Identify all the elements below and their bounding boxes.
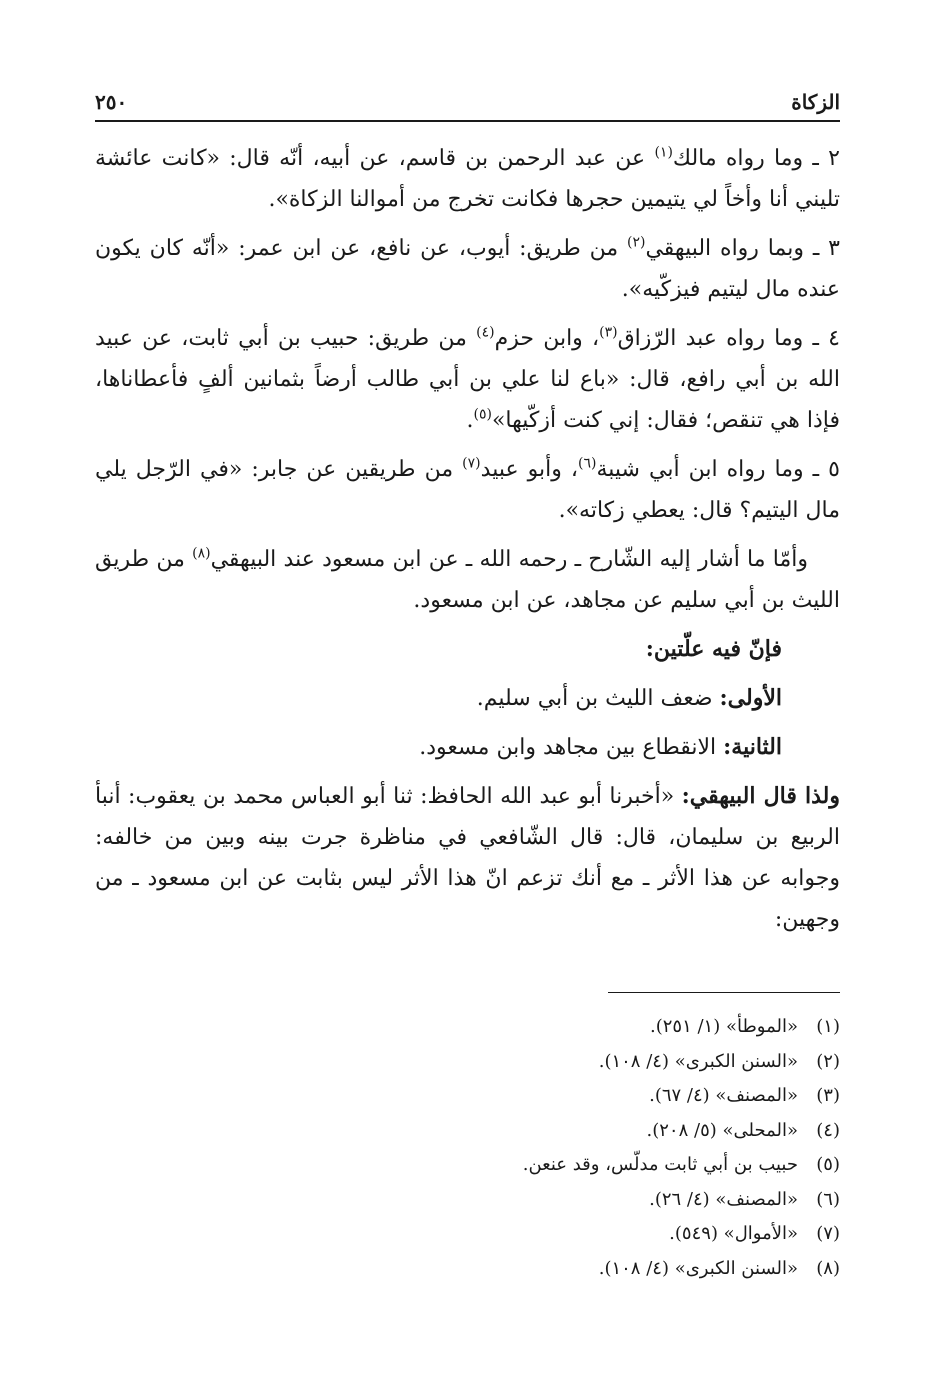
footnote-number: (٥)	[816, 1154, 840, 1175]
paragraph-6	[95, 539, 840, 621]
footnote-ref-6[interactable]: (٦)	[577, 455, 597, 472]
footnote-text: «المحلى» (٥/ ٢٠٨).	[646, 1119, 798, 1141]
text-run: الانقطاع بين مجاهد وابن مسعود.	[419, 735, 724, 760]
text-run: ، وأبو عبيد	[480, 457, 578, 482]
footnote-text: حبيب بن أبي ثابت مدلّس، وقد عنعن.	[522, 1154, 798, 1175]
footnote-number: (٢)	[816, 1050, 840, 1072]
footnote-text: «المصنف» (٤/ ٢٦).	[649, 1188, 798, 1210]
footnote-ref-5[interactable]: (٥)	[473, 406, 492, 423]
paragraph-5	[95, 449, 840, 531]
item-label: ولذا قال البيهقي:	[681, 783, 840, 809]
text-run: ٤ ـ وما رواه عبد الرّزاق	[617, 326, 840, 351]
text-run: ٣ ـ وبما رواه البيهقي	[645, 236, 840, 261]
footnote-item	[95, 1114, 840, 1149]
footnote-number: (٧)	[816, 1223, 840, 1244]
paragraph-10	[95, 776, 840, 940]
text-run: عن عبد الرحمن بن قاسم، عن أبيه، أنّه قال: «كانت عائشة تليني أنا وأخاً لي يتيمين حجرها فكانت تخرج من أموالنا الزكاة».	[95, 146, 840, 212]
paragraph-3	[95, 228, 840, 310]
text-run: من طريق: حبيب بن أبي ثابت، عن عبيد الله بن أبي رافع، قال: «باع لنا علي بن أبي طالب أرضاً بثمانين ألفٍ فأعطاناها، فإذا هي تنقص؛ فقال: إني كنت أزكّيها»	[95, 326, 840, 433]
footnote-item	[95, 1252, 840, 1287]
text-run: ، وابن حزم	[494, 326, 600, 351]
footnote-separator	[608, 992, 840, 993]
footnote-item	[95, 1183, 840, 1218]
text-run: ٥ ـ وما رواه ابن أبي شيبة	[596, 457, 840, 482]
footnote-item	[95, 1079, 840, 1114]
footnote-ref-2[interactable]: (٢)	[627, 234, 646, 251]
text-run: .	[466, 408, 474, 433]
text-run: ٢ ـ وما رواه مالك	[672, 146, 840, 171]
paragraph-7: فإنّ فيه علّتين:	[645, 636, 782, 662]
footnote-text: «السنن الكبرى» (٤/ ١٠٨).	[598, 1050, 798, 1072]
footnote-number: (٤)	[816, 1119, 840, 1141]
footnote-text: «الموطأ» (١/ ٢٥١).	[649, 1016, 798, 1037]
footnote-ref-3[interactable]: (٣)	[599, 324, 618, 341]
footnote-item	[95, 1148, 840, 1183]
text-run: «أخبرنا أبو عبد الله الحافظ: ثنا أبو العباس محمد بن يعقوب: أنبأ الربيع بن سليمان، قال: قال الشّافعي في مناظرة جرت بينه وبين من خالفه: وجوابه عن هذا الأثر ـ مع أنك تزعم انّ هذا الأثر ليس بثابت عن ابن مسعود ـ من وجهين:	[95, 784, 840, 932]
footnote-item	[95, 1045, 840, 1080]
footnote-text: «الأموال» (٥٤٩).	[669, 1223, 798, 1244]
paragraph-9	[95, 727, 840, 768]
footnote-ref-4[interactable]: (٤)	[476, 324, 495, 341]
chapter-title: الزكاة	[791, 90, 840, 114]
footnote-item	[95, 1010, 840, 1045]
page-number: ٢٥٠	[95, 90, 128, 114]
main-text	[95, 138, 840, 940]
text-run: ضعف الليث بن أبي سليم.	[476, 686, 720, 711]
footnote-text: «المصنف» (٤/ ٦٧).	[649, 1085, 798, 1106]
paragraph-4	[95, 318, 840, 441]
text-run: من طريقين عن جابر: «في الرّجل يلي مال اليتيم؟ قال: يعطي زكاته».	[95, 457, 840, 523]
footnotes	[95, 1010, 840, 1286]
footnote-number: (١)	[816, 1016, 840, 1037]
header-rule	[95, 120, 840, 122]
footnote-ref-1[interactable]: (١)	[654, 144, 673, 161]
running-header	[95, 80, 840, 114]
footnote-item	[95, 1217, 840, 1252]
book-page	[95, 80, 840, 1370]
footnote-number: (٣)	[816, 1085, 840, 1106]
footnote-ref-7[interactable]: (٧)	[462, 455, 481, 472]
text-run: وأمّا ما أشار إليه الشّارح ـ رحمه الله ـ عن ابن مسعود عند البيهقي	[210, 547, 808, 572]
text-run: من طريق الليث بن أبي سليم عن مجاهد، عن ابن مسعود.	[95, 547, 840, 613]
footnote-number: (٦)	[816, 1188, 840, 1210]
item-label: الثانية:	[723, 734, 782, 760]
footnote-text: «السنن الكبرى» (٤/ ١٠٨).	[598, 1257, 798, 1279]
footnote-ref-8[interactable]: (٨)	[192, 545, 211, 562]
text-run: من طريق: أيوب، عن نافع، عن ابن عمر: «أنّه كان يكون عنده مال ليتيم فيزكّيه».	[95, 236, 840, 302]
paragraph-8	[95, 678, 840, 719]
paragraph-2	[95, 138, 840, 220]
footnote-number: (٨)	[816, 1257, 840, 1279]
item-label: الأولى:	[719, 685, 782, 711]
